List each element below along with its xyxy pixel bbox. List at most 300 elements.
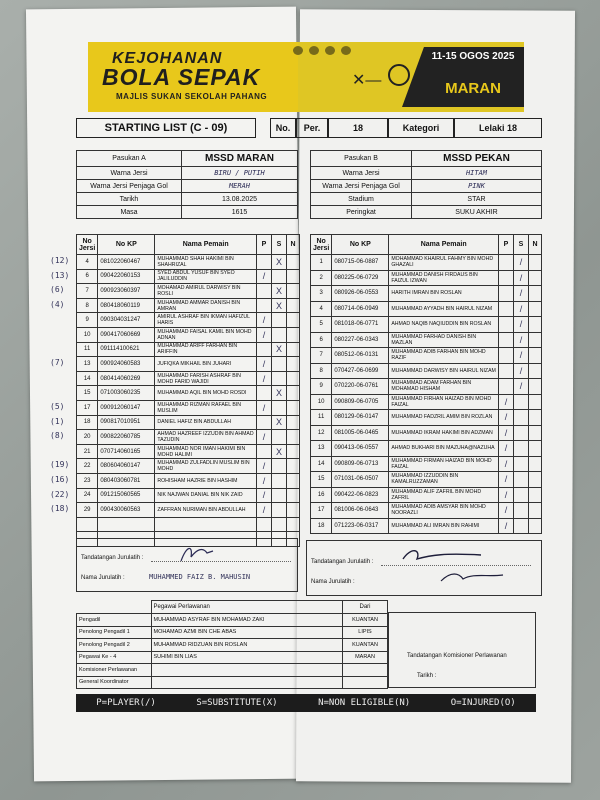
player-s-mark bbox=[514, 425, 529, 441]
player-name: HARITH IMRAN BIN ROSLAN bbox=[389, 286, 499, 302]
jersey-number: 15 bbox=[311, 472, 332, 488]
player-s-mark: X bbox=[272, 342, 287, 357]
player-name: MUHAMMAD ALI IMRAN BIN RAHIMI bbox=[389, 518, 499, 534]
jersey-number: 11 bbox=[77, 342, 98, 357]
player-s-mark bbox=[272, 473, 287, 488]
player-name: ZAFFRAN NURIMAN BIN ABDULLAH bbox=[155, 503, 257, 518]
player-p-mark bbox=[499, 379, 514, 395]
player-row bbox=[77, 284, 300, 299]
col-no-kp: No KP bbox=[98, 235, 155, 255]
official-from: MARAN bbox=[343, 651, 388, 664]
col-no-kp: No KP bbox=[332, 235, 389, 255]
team-a-gk-label: Warna Jersi Penjaga Gol bbox=[77, 180, 182, 193]
team-a-info bbox=[76, 150, 298, 219]
empty-cell bbox=[77, 517, 98, 532]
official-row bbox=[77, 614, 388, 627]
logo-icon bbox=[325, 46, 335, 55]
player-n-mark bbox=[287, 415, 300, 430]
player-row bbox=[77, 298, 300, 313]
jersey-number: 11 bbox=[311, 410, 332, 426]
player-s-mark bbox=[272, 430, 287, 445]
player-name: SYED ABDUL YUSUF BIN SYEO JALILUDDIN bbox=[155, 269, 257, 284]
official-name: SUHIMI BIN LIAS bbox=[151, 651, 343, 664]
official-role: Pengadil bbox=[77, 614, 152, 627]
player-n-mark bbox=[529, 363, 542, 379]
official-from bbox=[343, 676, 388, 689]
jersey-number: 15 bbox=[77, 386, 98, 401]
banner-line1: KEJOHANAN bbox=[112, 50, 223, 67]
jersey-number: 29 bbox=[77, 503, 98, 518]
jersey-number: 5 bbox=[311, 317, 332, 333]
player-kp: 080403060781 bbox=[98, 473, 155, 488]
player-s-mark: / bbox=[514, 363, 529, 379]
handwritten-note: (16) bbox=[50, 475, 70, 484]
player-n-mark bbox=[287, 255, 300, 270]
official-name: MUHAMMAD RIDZUAN BIN ROSLAN bbox=[151, 639, 343, 652]
player-p-mark bbox=[499, 332, 514, 348]
col-p: P bbox=[499, 235, 514, 255]
jersey-number: 23 bbox=[77, 473, 98, 488]
player-s-mark bbox=[514, 487, 529, 503]
player-s-mark bbox=[272, 269, 287, 284]
legend-bar bbox=[76, 694, 536, 712]
jersey-number: 21 bbox=[77, 444, 98, 459]
col-n: N bbox=[287, 235, 300, 255]
jersey-number: 6 bbox=[311, 332, 332, 348]
player-kp: 090817010951 bbox=[98, 415, 155, 430]
col-n: N bbox=[529, 235, 542, 255]
handwritten-note: (12) bbox=[50, 256, 70, 265]
player-p-mark bbox=[499, 286, 514, 302]
player-name: MUHAMMAD NOR IMAN HAKIMI BIN MOHD HALIMI bbox=[155, 444, 257, 459]
player-s-mark: X bbox=[272, 386, 287, 401]
jersey-number: 1 bbox=[311, 255, 332, 271]
player-n-mark bbox=[287, 400, 300, 415]
player-name: MUHAMMAD FIRMAN HAIZAD BIN MOHD FAIZAL bbox=[389, 456, 499, 472]
player-kp: 071003060235 bbox=[98, 386, 155, 401]
jersey-number: 17 bbox=[311, 503, 332, 519]
player-p-mark: / bbox=[499, 394, 514, 410]
player-kp: 090924060583 bbox=[98, 357, 155, 372]
player-s-mark bbox=[514, 518, 529, 534]
player-row bbox=[77, 386, 300, 401]
player-row bbox=[311, 425, 542, 441]
player-row bbox=[77, 503, 300, 518]
player-kp: 090912060147 bbox=[98, 400, 155, 415]
player-name: JUFIQKA MIKHAIL BIN JUHARI bbox=[155, 357, 257, 372]
team-b-info bbox=[310, 150, 542, 219]
official-from: KUANTAN bbox=[343, 614, 388, 627]
player-name: MUHAMMAD AQIL BIN MOHD ROSDI bbox=[155, 386, 257, 401]
per-label: Per. bbox=[296, 118, 328, 138]
player-name: ROHISHAM HAZRIE BIN HASHIM bbox=[155, 473, 257, 488]
player-kp: 091215060565 bbox=[98, 488, 155, 503]
player-kp: 090809-06-0705 bbox=[332, 394, 389, 410]
player-kp: 080414060269 bbox=[98, 371, 155, 386]
jersey-number: 8 bbox=[311, 363, 332, 379]
player-name: MUHAMMAD DARWISY BIN HAIRUL NIZAM bbox=[389, 363, 499, 379]
player-p-mark: / bbox=[257, 503, 272, 518]
official-role: Penolong Pengadil 1 bbox=[77, 626, 152, 639]
name-label-a: Nama Jurulatih : bbox=[81, 575, 125, 581]
player-p-mark bbox=[257, 444, 272, 459]
banner-dates: 11-15 OGOS 2025 bbox=[431, 51, 515, 62]
jersey-number: 3 bbox=[311, 286, 332, 302]
player-p-mark bbox=[257, 298, 272, 313]
team-a-gk: MERAH bbox=[182, 180, 298, 193]
team-b-jersi-label: Warna Jersi bbox=[311, 167, 412, 180]
player-row bbox=[77, 327, 300, 342]
handwritten-note: (1) bbox=[50, 416, 65, 426]
handwritten-note: (19) bbox=[50, 460, 70, 470]
player-s-mark: X bbox=[272, 298, 287, 313]
player-n-mark bbox=[287, 284, 300, 299]
jersey-number: 4 bbox=[77, 255, 98, 270]
player-n-mark bbox=[287, 386, 300, 401]
player-name: MUHAMMAD AYYADH BIN HAIRUL NIZAM bbox=[389, 301, 499, 317]
team-b-name: MSSD PEKAN bbox=[412, 151, 542, 167]
player-name: MUHAMMAD ALIF ZAFRIL BIN MOHD ZAFRIL bbox=[389, 487, 499, 503]
player-name: MUHAMMAD RIZMAN RAFAEL BIN MUSLIM bbox=[155, 400, 257, 415]
jersey-number: 7 bbox=[311, 348, 332, 364]
player-n-mark bbox=[287, 342, 300, 357]
official-from bbox=[343, 664, 388, 677]
player-p-mark bbox=[257, 255, 272, 270]
sig-line bbox=[151, 561, 291, 562]
team-b-peringkat: SUKU AKHIR bbox=[412, 206, 542, 219]
player-kp: 070714060165 bbox=[98, 444, 155, 459]
player-name: MUHAMMAD IZZUDDIN BIN KAMALRUZZAMAN bbox=[389, 472, 499, 488]
player-row bbox=[311, 317, 542, 333]
official-name bbox=[151, 676, 343, 689]
player-p-mark: / bbox=[499, 456, 514, 472]
col-s: S bbox=[272, 235, 287, 255]
komisioner-box bbox=[388, 612, 536, 688]
jersey-number: 24 bbox=[77, 488, 98, 503]
player-p-mark bbox=[499, 348, 514, 364]
kategori-value: Lelaki 18 bbox=[454, 118, 542, 138]
player-s-mark bbox=[272, 313, 287, 328]
player-kp: 090413-06-0557 bbox=[332, 441, 389, 457]
player-s-mark: / bbox=[514, 348, 529, 364]
officials-table bbox=[76, 600, 388, 689]
player-kp: 081018-06-0771 bbox=[332, 317, 389, 333]
player-p-mark: / bbox=[257, 400, 272, 415]
player-kp: 081005-06-0465 bbox=[332, 425, 389, 441]
player-kp: 091114100621 bbox=[98, 342, 155, 357]
team-a-tarikh: 13.08.2025 bbox=[182, 193, 298, 206]
player-kp: 071223-06-0317 bbox=[332, 518, 389, 534]
team-a-masa: 1615 bbox=[182, 206, 298, 219]
player-s-mark: / bbox=[514, 255, 529, 271]
jersey-number: 8 bbox=[77, 298, 98, 313]
player-kp: 080129-06-0147 bbox=[332, 410, 389, 426]
player-n-mark bbox=[529, 410, 542, 426]
player-p-mark bbox=[499, 255, 514, 271]
player-kp: 090422060153 bbox=[98, 269, 155, 284]
player-s-mark: X bbox=[272, 284, 287, 299]
player-name: AHMAD NAQIB NAQIUDDIN BIN ROSLAN bbox=[389, 317, 499, 333]
player-row bbox=[311, 472, 542, 488]
jersey-number: 10 bbox=[311, 394, 332, 410]
signature-a-icon bbox=[177, 543, 217, 565]
player-s-mark bbox=[272, 371, 287, 386]
player-row bbox=[311, 363, 542, 379]
player-row bbox=[77, 473, 300, 488]
official-name: MOHAMAD AZMI BIN CHE ABAS bbox=[151, 626, 343, 639]
player-kp: 080714-06-0949 bbox=[332, 301, 389, 317]
player-row bbox=[77, 430, 300, 445]
legend-substitute: S=SUBSTITUTE(X) bbox=[196, 698, 278, 708]
player-name: MUHAMMAD FARHAD DANISH BIN MAZLAN bbox=[389, 332, 499, 348]
player-p-mark: / bbox=[257, 357, 272, 372]
team-b-gk: PINK bbox=[412, 180, 542, 193]
jersey-number: 13 bbox=[311, 441, 332, 457]
player-row bbox=[77, 488, 300, 503]
jersey-number: 14 bbox=[77, 371, 98, 386]
official-row bbox=[77, 626, 388, 639]
empty-cell bbox=[155, 517, 257, 532]
form-title: STARTING LIST (C - 09) bbox=[76, 118, 256, 138]
player-name: NIK NAJWAN DANIAL BIN NIK ZAID bbox=[155, 488, 257, 503]
handwritten-note: (4) bbox=[50, 299, 65, 309]
player-p-mark: / bbox=[257, 313, 272, 328]
player-p-mark: / bbox=[499, 472, 514, 488]
player-s-mark: X bbox=[272, 415, 287, 430]
player-p-mark bbox=[499, 270, 514, 286]
player-kp: 090430060563 bbox=[98, 503, 155, 518]
player-kp: 090809-06-0713 bbox=[332, 456, 389, 472]
player-p-mark bbox=[499, 317, 514, 333]
player-s-mark bbox=[514, 503, 529, 519]
player-p-mark: / bbox=[499, 503, 514, 519]
player-p-mark: / bbox=[499, 425, 514, 441]
player-n-mark bbox=[287, 444, 300, 459]
player-row bbox=[311, 518, 542, 534]
player-n-mark bbox=[287, 357, 300, 372]
banner-line2: BOLA SEPAK bbox=[102, 64, 261, 90]
player-name: AMIRUL ASHRAF BIN IKMAN HAFIZUL HARIS bbox=[155, 313, 257, 328]
jersey-number: 2 bbox=[311, 270, 332, 286]
player-n-mark bbox=[287, 430, 300, 445]
player-row bbox=[311, 394, 542, 410]
team-a-jersi-label: Warna Jersi bbox=[77, 167, 182, 180]
player-row bbox=[311, 286, 542, 302]
player-row bbox=[77, 415, 300, 430]
player-name: AHMAD BUKHARI BIN MAZUHA@NAZUHA bbox=[389, 441, 499, 457]
col-no-jersi: No Jersi bbox=[77, 235, 98, 255]
team-b-gk-label: Warna Jersi Penjaga Gol bbox=[311, 180, 412, 193]
team-a-name: MSSD MARAN bbox=[182, 151, 298, 167]
team-a-jersi: BIRU / PUTIH bbox=[182, 167, 298, 180]
official-role: Pegawai Ke - 4 bbox=[77, 651, 152, 664]
empty-cell bbox=[272, 517, 287, 532]
jersey-number: 17 bbox=[77, 400, 98, 415]
handwritten-note: (18) bbox=[50, 504, 70, 514]
player-row bbox=[77, 342, 300, 357]
player-n-mark bbox=[529, 425, 542, 441]
signature-b-icon bbox=[397, 545, 487, 569]
official-name: MUHAMMAD ASYRAF BIN MOHAMAD ZAKI bbox=[151, 614, 343, 627]
player-name: MUHAMMAD AMMAR DANISH BIN AMRAN bbox=[155, 298, 257, 313]
sig-label-a: Tandatangan Jurulatih : bbox=[81, 555, 144, 561]
player-s-mark bbox=[514, 472, 529, 488]
player-row bbox=[311, 255, 542, 271]
team-b-stadium-label: Stadium bbox=[311, 193, 412, 206]
player-s-mark bbox=[514, 410, 529, 426]
player-n-mark bbox=[529, 487, 542, 503]
jersey-number: 9 bbox=[77, 313, 98, 328]
handwritten-note: (22) bbox=[50, 489, 70, 499]
name-label-b: Nama Jurulatih : bbox=[311, 579, 355, 585]
official-row bbox=[77, 651, 388, 664]
player-kp: 080926-06-0553 bbox=[332, 286, 389, 302]
player-row bbox=[77, 357, 300, 372]
official-from: LIPIS bbox=[343, 626, 388, 639]
player-kp: 080225-06-0729 bbox=[332, 270, 389, 286]
player-kp: 090304031247 bbox=[98, 313, 155, 328]
player-kp: 090822060785 bbox=[98, 430, 155, 445]
jersey-number: 22 bbox=[77, 459, 98, 474]
coach-a-name: MUHAMMED FAIZ B. MAHUSIN bbox=[149, 573, 251, 581]
handwritten-note: (6) bbox=[50, 285, 65, 295]
player-kp: 081022060467 bbox=[98, 255, 155, 270]
player-p-mark: / bbox=[257, 459, 272, 474]
banner-venue: MARAN bbox=[445, 80, 501, 97]
player-kp: 080715-06-0887 bbox=[332, 255, 389, 271]
player-n-mark bbox=[287, 473, 300, 488]
empty-cell bbox=[257, 517, 272, 532]
player-row bbox=[311, 348, 542, 364]
team-b-peringkat-label: Peringkat bbox=[311, 206, 412, 219]
tarikh-label: Tarikh : bbox=[417, 673, 437, 679]
player-s-mark bbox=[514, 456, 529, 472]
player-n-mark bbox=[529, 317, 542, 333]
player-name: MUHAMMAD IKRAM HAKIMI BIN ADZMAN bbox=[389, 425, 499, 441]
player-row bbox=[77, 400, 300, 415]
player-n-mark bbox=[287, 327, 300, 342]
player-p-mark: / bbox=[257, 488, 272, 503]
player-name: MUHAMMAD FARISH ASHRAF BIN MOHD FARID WAJIDI bbox=[155, 371, 257, 386]
player-n-mark bbox=[529, 472, 542, 488]
player-name: MOHAMAD AMIRUL DARWISY BIN ROSLI bbox=[155, 284, 257, 299]
player-name: DANIEL HAFIZ BIN ABDULLAH bbox=[155, 415, 257, 430]
player-n-mark bbox=[287, 371, 300, 386]
player-p-mark: / bbox=[257, 430, 272, 445]
official-role: Penolong Pengadil 2 bbox=[77, 639, 152, 652]
team-b-label: Pasukan B bbox=[311, 151, 412, 167]
jersey-number: 9 bbox=[311, 379, 332, 395]
player-n-mark bbox=[529, 394, 542, 410]
player-s-mark bbox=[514, 394, 529, 410]
jersey-number: 12 bbox=[311, 425, 332, 441]
player-n-mark bbox=[529, 270, 542, 286]
player-row bbox=[311, 410, 542, 426]
player-row bbox=[77, 371, 300, 386]
player-n-mark bbox=[287, 298, 300, 313]
player-p-mark: / bbox=[499, 487, 514, 503]
player-kp: 080418060119 bbox=[98, 298, 155, 313]
player-s-mark bbox=[272, 327, 287, 342]
kategori-label: Kategori bbox=[388, 118, 454, 138]
col-p: P bbox=[257, 235, 272, 255]
logo-icon bbox=[293, 46, 303, 55]
player-name: MUHAMMAD FAISAL KAMIL BIN MOHD ADNAN bbox=[155, 327, 257, 342]
player-n-mark bbox=[529, 332, 542, 348]
jersey-number: 14 bbox=[311, 456, 332, 472]
jersey-number: 18 bbox=[311, 518, 332, 534]
player-row bbox=[77, 444, 300, 459]
player-p-mark bbox=[257, 342, 272, 357]
col-s: S bbox=[514, 235, 529, 255]
player-name: MOHAMMAD KHAIRUL FAHMY BIN MOHD GHAZALI bbox=[389, 255, 499, 271]
coach-b-signature-box bbox=[306, 540, 542, 596]
player-p-mark: / bbox=[499, 518, 514, 534]
player-s-mark bbox=[272, 488, 287, 503]
coach-a-signature-box bbox=[76, 538, 298, 592]
player-s-mark: X bbox=[272, 444, 287, 459]
player-n-mark bbox=[529, 286, 542, 302]
jersey-number: 10 bbox=[77, 327, 98, 342]
player-n-mark bbox=[529, 301, 542, 317]
player-kp: 090923060397 bbox=[98, 284, 155, 299]
player-n-mark bbox=[529, 441, 542, 457]
team-a-masa-label: Masa bbox=[77, 206, 182, 219]
player-s-mark bbox=[272, 357, 287, 372]
player-name: MUHAMMAD ADIB AMSYAR BIN MOHD NOORAZLI bbox=[389, 503, 499, 519]
player-n-mark bbox=[287, 503, 300, 518]
handwritten-note: (8) bbox=[50, 431, 65, 441]
player-s-mark: / bbox=[514, 301, 529, 317]
player-kp: 090422-06-0823 bbox=[332, 487, 389, 503]
player-s-mark: X bbox=[272, 255, 287, 270]
jersey-number: 13 bbox=[77, 357, 98, 372]
player-row bbox=[77, 269, 300, 284]
officials-header: Pegawai Perlawanan bbox=[151, 601, 343, 614]
col-nama: Nama Pemain bbox=[389, 235, 499, 255]
official-row bbox=[77, 676, 388, 689]
player-name: MUHAMMAD ADAM FARHAN BIN MOHAMAD HISHAM bbox=[389, 379, 499, 395]
player-row bbox=[311, 270, 542, 286]
officials-dari-label: Dari bbox=[343, 601, 388, 614]
handwritten-note: (13) bbox=[50, 270, 70, 280]
player-p-mark bbox=[499, 363, 514, 379]
jersey-number: 4 bbox=[311, 301, 332, 317]
jersey-number: 7 bbox=[77, 284, 98, 299]
player-kp: 070427-06-0699 bbox=[332, 363, 389, 379]
empty-row bbox=[77, 517, 300, 532]
player-row bbox=[311, 441, 542, 457]
player-s-mark bbox=[272, 400, 287, 415]
signature-b2-icon bbox=[437, 569, 507, 587]
player-p-mark bbox=[257, 284, 272, 299]
player-n-mark bbox=[529, 348, 542, 364]
player-name: AHMAD HAZREEF IZZUDIN BIN AHMAD TAZUDIN bbox=[155, 430, 257, 445]
player-s-mark: / bbox=[514, 332, 529, 348]
ball-icon bbox=[388, 64, 410, 86]
player-p-mark: / bbox=[257, 371, 272, 386]
sponsor-logos bbox=[293, 46, 383, 56]
player-row bbox=[311, 487, 542, 503]
player-n-mark bbox=[287, 488, 300, 503]
player-s-mark bbox=[272, 459, 287, 474]
logo-icon bbox=[341, 46, 351, 55]
team-a-label: Pasukan A bbox=[77, 151, 182, 167]
player-row bbox=[311, 332, 542, 348]
player-p-mark: / bbox=[499, 410, 514, 426]
per-value: 18 bbox=[328, 118, 388, 138]
col-nama: Nama Pemain bbox=[155, 235, 257, 255]
